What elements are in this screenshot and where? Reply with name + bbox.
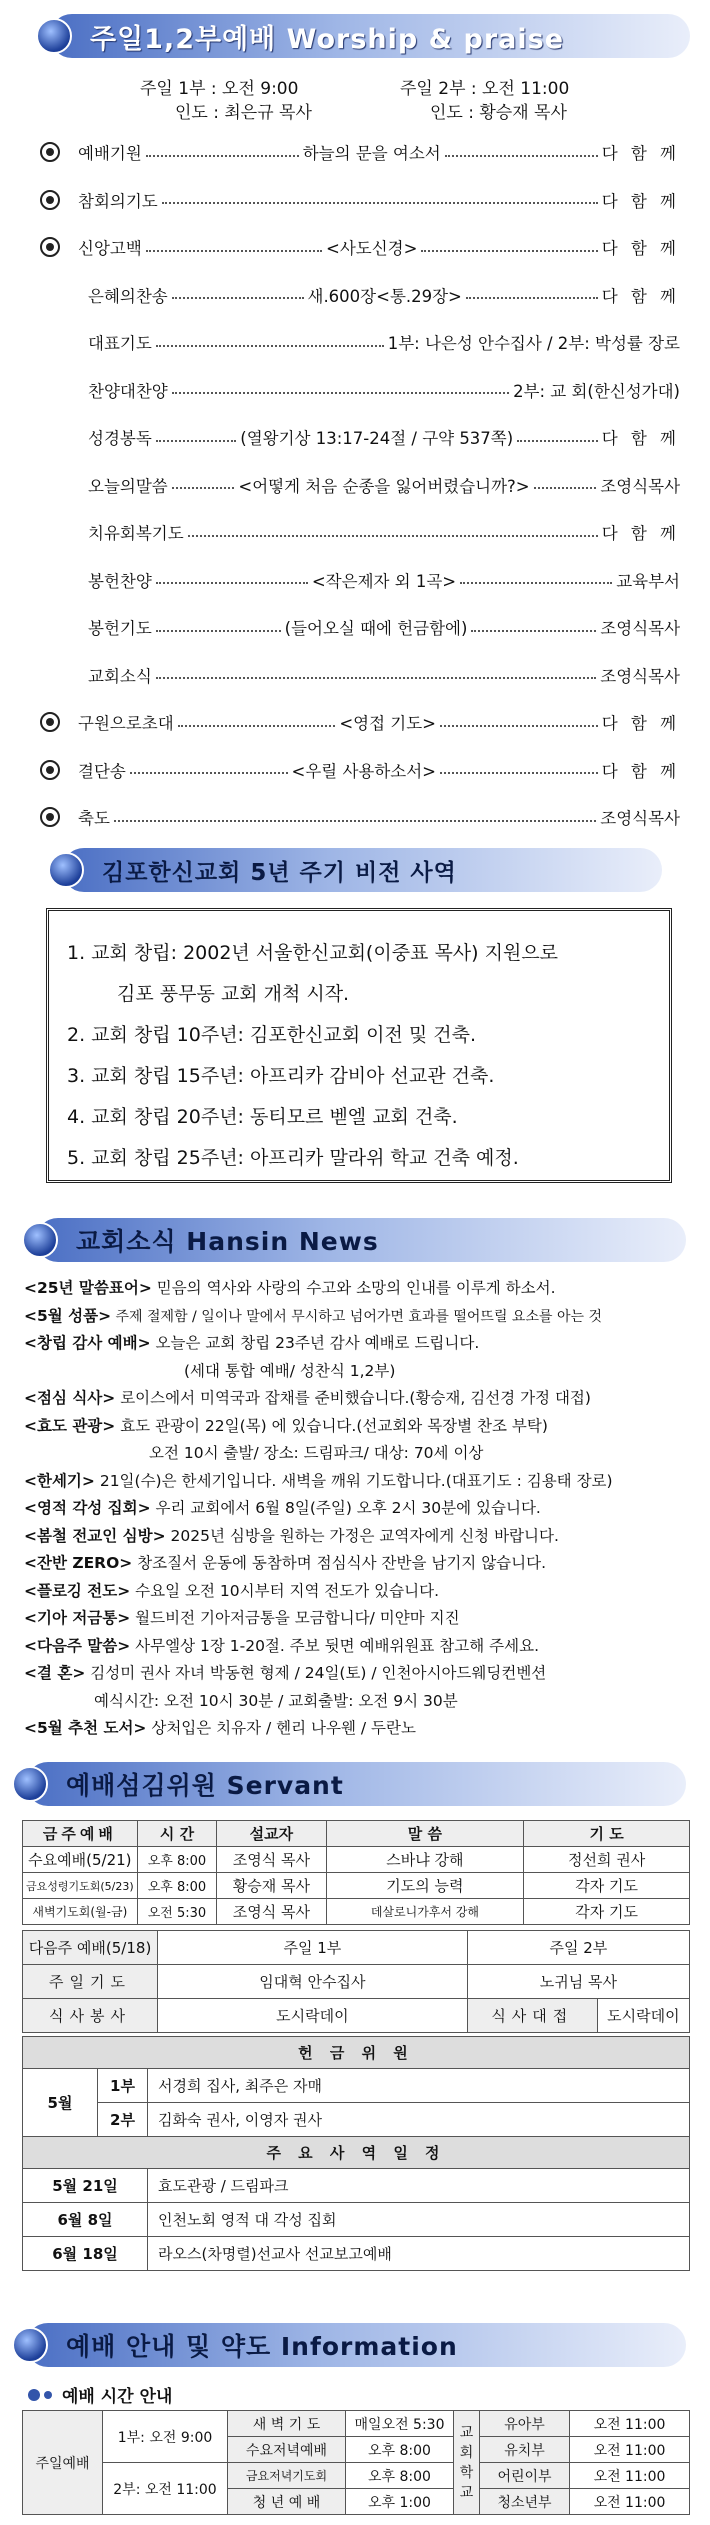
order-item-content: <작은제자 외 1곡> [311, 571, 457, 591]
table-row [23, 1873, 690, 1899]
service-name: 수요저녁예배 [228, 2437, 346, 2463]
news-item [24, 1331, 694, 1353]
order-item-content: <사도신경> [326, 239, 418, 258]
col-header: 시 간 [137, 1821, 217, 1847]
offering-service: 1부 [98, 2069, 148, 2103]
leader-dots [534, 480, 597, 489]
edu-dept: 유아부 [480, 2411, 570, 2437]
edu-time: 오전 11:00 [570, 2489, 690, 2515]
order-item-leader: 다 함 께 [601, 144, 680, 163]
news-item-title: <한세기> [24, 1471, 95, 1490]
edu-label [454, 2411, 480, 2515]
order-item-name: 봉헌기도 [88, 619, 152, 638]
service-name: 새 벽 기 도 [228, 2411, 346, 2437]
news-item-title: <다음주 말씀> [24, 1636, 131, 1655]
order-item-name: 교회소식 [88, 666, 152, 686]
offering-table [22, 2036, 690, 2271]
meal2-value: 도시락데이 [597, 1999, 689, 2033]
order-item [40, 473, 680, 497]
news-item-title: <결 혼> [24, 1664, 86, 1682]
info-header-title: 예배 안내 및 약도 Information [66, 2332, 458, 2361]
info-table [22, 2410, 690, 2515]
news-item-title: <봄철 전교인 심방> [24, 1526, 166, 1545]
order-item-leader: 다 함 께 [601, 239, 680, 258]
vision-item: 4. 교회 창립 20주년: 동티모르 벧엘 교회 건축. [67, 1106, 458, 1128]
servant-header-title: 예배섬김위원 Servant [66, 1771, 344, 1800]
news-item [24, 1386, 694, 1408]
news-item [24, 1579, 694, 1601]
edu-time: 오전 11:00 [570, 2463, 690, 2489]
edu-dept: 어린이부 [480, 2463, 570, 2489]
order-item [40, 568, 680, 592]
order-item [40, 663, 680, 687]
cell: 오후 8:00 [137, 1873, 217, 1899]
order-item-name: 예배기원 [78, 144, 142, 163]
leader-dots [172, 385, 509, 394]
order-item [40, 425, 680, 449]
event-date: 6월 18일 [23, 2237, 148, 2271]
news-item-text: 믿음의 역사와 사랑의 수고와 소망의 인내를 이루게 하소서. [151, 1279, 556, 1297]
bullet-icon [40, 142, 60, 162]
leader-dots [172, 480, 235, 489]
header-ball-icon [12, 1766, 48, 1802]
bullet-icon [40, 190, 60, 210]
vision-item: 5. 교회 창립 25주년: 아프리카 말라위 학교 건축 예정. [67, 1147, 519, 1169]
bullet-icon [40, 760, 60, 780]
news-item [24, 1414, 694, 1436]
header-ball-icon [36, 18, 72, 54]
news-header-title: 교회소식 Hansin News [76, 1227, 379, 1256]
dot-icon [28, 2389, 40, 2401]
order-item [40, 758, 680, 782]
offering-members: 서경희 집사, 최주은 자매 [148, 2069, 690, 2103]
header-ball-icon [48, 852, 84, 888]
header-ball-icon [22, 1222, 58, 1258]
vision-header-title: 김포한신교회 5년 주기 비전 사역 [102, 859, 457, 886]
order-item-leader: 다 함 께 [601, 714, 681, 733]
order-item-leader: 조영식목사 [600, 666, 680, 686]
cell: 각자 기도 [524, 1873, 690, 1899]
order-item-content: (열왕기상 13:17-24절 / 구약 537쪽) [240, 429, 514, 448]
order-item-name: 대표기도 [88, 334, 152, 353]
event-desc: 인천노회 영적 대 각성 집회 [148, 2203, 690, 2237]
info-header [26, 2323, 686, 2367]
leader-dots [421, 243, 597, 252]
news-item-title: <기아 저금통> [24, 1609, 131, 1627]
news-item [24, 1716, 694, 1738]
service-time: 오후 1:00 [346, 2489, 454, 2515]
news-item [24, 1551, 694, 1573]
news-item [24, 1441, 694, 1463]
vision-box [46, 908, 672, 1183]
leader-dots [517, 433, 598, 442]
order-item [40, 520, 680, 544]
servant-table-2 [22, 1930, 690, 2033]
offering-members: 김화숙 권사, 이영자 권사 [148, 2103, 690, 2137]
news-item-text: 상처입은 치유자 / 헨리 나우웬 / 두란노 [146, 1719, 416, 1737]
order-item [40, 805, 680, 829]
vision-header [62, 848, 662, 892]
order-item-name: 신앙고백 [78, 239, 142, 258]
leader-dots [156, 670, 597, 679]
news-item-text: 사무엘상 1장 1-20절. 주보 뒷면 예배위원표 참고해 주세요. [130, 1636, 539, 1655]
leader-dots [172, 290, 304, 299]
news-item-title: <효도 관광> [24, 1416, 116, 1435]
service1-leader: 인도 : 최은규 목사 [175, 103, 312, 123]
order-item-name: 은혜의찬송 [88, 286, 168, 306]
order-item-name: 성경봉독 [88, 429, 152, 448]
table-row [23, 1847, 690, 1873]
bullet-icon [40, 237, 60, 257]
offering-header: 헌 금 위 원 [23, 2037, 690, 2069]
order-item [40, 378, 680, 402]
news-item [24, 1276, 694, 1298]
leader-dots [156, 623, 281, 632]
cell: 새벽기도회(월-금) [23, 1899, 138, 1925]
news-item-text: 김성미 권사 자녀 박동현 형제 / 24일(토) / 인천아시아드웨딩컨벤션 [85, 1664, 547, 1682]
order-item [40, 188, 680, 212]
service2-leader: 인도 : 황승재 목사 [430, 103, 567, 123]
leader-dots [440, 718, 598, 727]
info-subheader [28, 2382, 172, 2407]
news-item [24, 1469, 694, 1491]
leader-dots [460, 575, 612, 584]
news-item [24, 1359, 694, 1381]
offering-service: 2부 [98, 2103, 148, 2137]
event-date: 5월 21일 [23, 2169, 148, 2203]
leader-dots [156, 433, 237, 442]
news-item-text: (세대 통합 예배/ 성찬식 1,2부) [184, 1361, 396, 1380]
service-name: 금요저녁기도회 [228, 2463, 346, 2489]
order-item-content: <어떻게 처음 순종을 잃어버렸습니까?> [238, 476, 530, 496]
cell: 각자 기도 [524, 1899, 690, 1925]
order-item-leader: 조영식목사 [600, 476, 681, 496]
service1-time: 주일 1부 : 오전 9:00 [140, 79, 299, 99]
order-item-leader: 2부: 교 회(한신성가대) [513, 381, 680, 401]
news-item-title: <플로깅 전도> [24, 1581, 131, 1600]
news-item-text: 월드비전 기아저금통을 모금합니다/ 미얀마 지진 [130, 1609, 460, 1627]
order-item-content: 1부: 나은성 안수집사 / 2부: 박성률 장로 [387, 334, 680, 353]
events-header: 주 요 사 역 일 정 [23, 2137, 690, 2169]
news-item-title: <영적 각성 집회> [24, 1499, 151, 1517]
news-item-text: 2025년 심방을 원하는 가정은 교역자에게 신청 바랍니다. [165, 1526, 559, 1545]
dot-icon [44, 2391, 52, 2399]
worship-header [50, 14, 690, 58]
order-item-name: 결단송 [78, 761, 126, 781]
leader-dots [178, 718, 336, 727]
servant-header [26, 1762, 686, 1806]
main-service-2: 2부: 오전 11:00 [103, 2463, 228, 2515]
order-item-leader: 다 함 께 [601, 761, 681, 781]
leader-dots [156, 338, 384, 347]
col-header: 설교자 [217, 1821, 326, 1847]
news-item-title: <잔반 ZERO> [24, 1554, 133, 1572]
news-item [24, 1304, 694, 1326]
leader-dots [162, 195, 598, 204]
vision-item: 김포 풍무동 교회 개척 시작. [117, 983, 350, 1005]
order-item-name: 축도 [78, 809, 110, 828]
order-item-leader: 교육부서 [616, 571, 680, 591]
meal2-label: 식사대접 [467, 1999, 597, 2033]
news-header [36, 1218, 686, 1262]
order-item-content: (들어오실 때에 헌금함에) [284, 619, 468, 638]
next-s1: 주일 1부 [158, 1931, 468, 1965]
col-header: 기 도 [524, 1821, 690, 1847]
order-item [40, 235, 680, 259]
bullet-icon [40, 712, 60, 732]
event-desc: 라오스(차명렬)선교사 선교보고예배 [148, 2237, 690, 2271]
prayer-s1: 임대혁 안수집사 [158, 1965, 468, 1999]
worship-header-title: 주일1,2부예배 Worship & praise [90, 23, 565, 55]
news-item-text: 우리 교회에서 6월 8일(주일) 오후 2시 30분에 있습니다. [150, 1499, 541, 1517]
service-time: 오후 8:00 [346, 2437, 454, 2463]
order-item-content: 새.600장<통.29장> [307, 286, 462, 306]
edu-label-text: 교회학교 [459, 2424, 474, 2501]
vision-item: 1. 교회 창립: 2002년 서울한신교회(이중표 목사) 지원으로 [67, 942, 559, 964]
col-header: 금주예배 [23, 1821, 138, 1847]
order-item [40, 330, 680, 354]
cell: 데살로니가후서 강해 [326, 1899, 524, 1925]
order-item [40, 140, 680, 164]
order-item-name: 치유회복기도 [88, 524, 184, 543]
servant-table [22, 1820, 690, 1925]
leader-dots [114, 813, 596, 822]
leader-dots [146, 148, 299, 157]
news-item [24, 1606, 694, 1628]
order-item-leader: 다 함 께 [601, 524, 680, 543]
edu-time: 오전 11:00 [570, 2437, 690, 2463]
order-item [40, 710, 680, 734]
cell: 기도의 능력 [326, 1873, 524, 1899]
order-item-leader: 다 함 께 [601, 191, 680, 211]
cell: 오전 5:30 [137, 1899, 217, 1925]
news-item-text: 수요일 오전 10시부터 지역 전도가 있습니다. [130, 1581, 440, 1600]
order-item-leader: 다 함 께 [601, 286, 680, 306]
leader-dots [188, 528, 598, 537]
order-item-name: 봉헌찬양 [88, 571, 152, 591]
news-item-text: 로이스에서 미역국과 잡채를 준비했습니다.(황승재, 김선경 가정 대접) [115, 1389, 591, 1407]
service2-time: 주일 2부 : 오전 11:00 [400, 79, 570, 99]
order-item-leader: 다 함 께 [601, 429, 680, 448]
order-item-content: <영접 기도> [339, 714, 436, 733]
next-s2: 주일 2부 [467, 1931, 689, 1965]
leader-dots [466, 290, 598, 299]
cell: 오후 8:00 [137, 1847, 217, 1873]
leader-dots [130, 765, 288, 774]
prayer-s2: 노귀님 목사 [467, 1965, 689, 1999]
main-service-label: 주일예배 [23, 2411, 103, 2515]
order-item-leader: 조영식목사 [600, 809, 680, 828]
event-desc: 효도관광 / 드림파크 [148, 2169, 690, 2203]
cell: 정선희 권사 [524, 1847, 690, 1873]
order-item [40, 283, 680, 307]
service-time: 오후 8:00 [346, 2463, 454, 2489]
leader-dots [146, 243, 322, 252]
leader-dots [156, 575, 308, 584]
news-item-text: 오전 10시 출발/ 장소: 드림파크/ 대상: 70세 이상 [149, 1444, 484, 1462]
leader-dots [471, 623, 596, 632]
cell: 황승재 목사 [217, 1873, 326, 1899]
table-row [23, 1899, 690, 1925]
leader-dots [445, 148, 598, 157]
meal-label: 식사봉사 [23, 1999, 158, 2033]
news-item [24, 1496, 694, 1518]
bullet-icon [40, 807, 60, 827]
main-service-1: 1부: 오전 9:00 [103, 2411, 228, 2463]
edu-dept: 유치부 [480, 2437, 570, 2463]
news-item [24, 1524, 694, 1546]
vision-item: 3. 교회 창립 15주년: 아프리카 감비아 선교관 건축. [67, 1065, 495, 1087]
prayer-label: 주일기도 [23, 1965, 158, 1999]
event-date: 6월 8일 [23, 2203, 148, 2237]
news-item-text: 효도 관광이 22일(목) 에 있습니다.(선교회와 목장별 찬조 부탁) [115, 1416, 548, 1435]
info-sub-label: 예배 시간 안내 [62, 2387, 173, 2407]
news-item-title: <창립 감사 예배> [24, 1334, 151, 1352]
cell: 스바냐 강해 [326, 1847, 524, 1873]
col-header: 말 씀 [326, 1821, 524, 1847]
order-item-name: 구원으로초대 [78, 714, 174, 733]
cell: 금요성령기도회(5/23) [23, 1873, 138, 1899]
service-time: 매일오전 5:30 [346, 2411, 454, 2437]
service-name: 청 년 예 배 [228, 2489, 346, 2515]
cell: 조영식 목사 [217, 1899, 326, 1925]
edu-dept: 청소년부 [480, 2489, 570, 2515]
news-item [24, 1661, 694, 1683]
header-ball-icon [12, 2327, 48, 2363]
order-item-content: 하늘의 문을 여소서 [302, 144, 441, 163]
meal-value: 도시락데이 [158, 1999, 468, 2033]
order-item-content: <우릴 사용하소서> [291, 761, 436, 781]
next-week-label: 다음주 예배(5/18) [23, 1931, 158, 1965]
news-item-text: 오늘은 교회 창립 23주년 감사 예배로 드립니다. [150, 1334, 480, 1352]
news-item-text: 주제 절제함 / 일이나 말에서 무시하고 넘어가면 효과를 떨어뜨릴 요소를 아는 것 [111, 1308, 602, 1325]
order-item-leader: 조영식목사 [600, 619, 681, 638]
news-item-title: <5월 추천 도서> [24, 1719, 147, 1737]
news-item [24, 1634, 694, 1656]
cell: 조영식 목사 [217, 1847, 326, 1873]
news-item-title: <5월 성품> [24, 1306, 112, 1325]
order-item-name: 참회의기도 [78, 191, 158, 211]
news-item [24, 1689, 694, 1711]
news-item-text: 예식시간: 오전 10시 30분 / 교회출발: 오전 9시 30분 [94, 1691, 458, 1710]
cell: 수요예배(5/21) [23, 1847, 138, 1873]
news-item-title: <25년 말씀표어> [24, 1279, 152, 1297]
news-item-title: <점심 식사> [24, 1389, 116, 1407]
edu-time: 오전 11:00 [570, 2411, 690, 2437]
news-item-text: 21일(수)은 한세기입니다. 새벽을 깨워 기도합니다.(대표기도 : 김용태 장로) [94, 1471, 613, 1490]
vision-item: 2. 교회 창립 10주년: 김포한신교회 이전 및 건축. [67, 1024, 477, 1046]
leader-dots [440, 765, 598, 774]
order-item [40, 615, 680, 639]
order-item-name: 오늘의말씀 [88, 476, 168, 496]
order-item-name: 찬양대찬양 [88, 381, 168, 401]
news-item-text: 창조질서 운동에 동참하며 점심식사 잔반을 남기지 않습니다. [132, 1554, 547, 1572]
offering-month: 5월 [23, 2069, 98, 2137]
